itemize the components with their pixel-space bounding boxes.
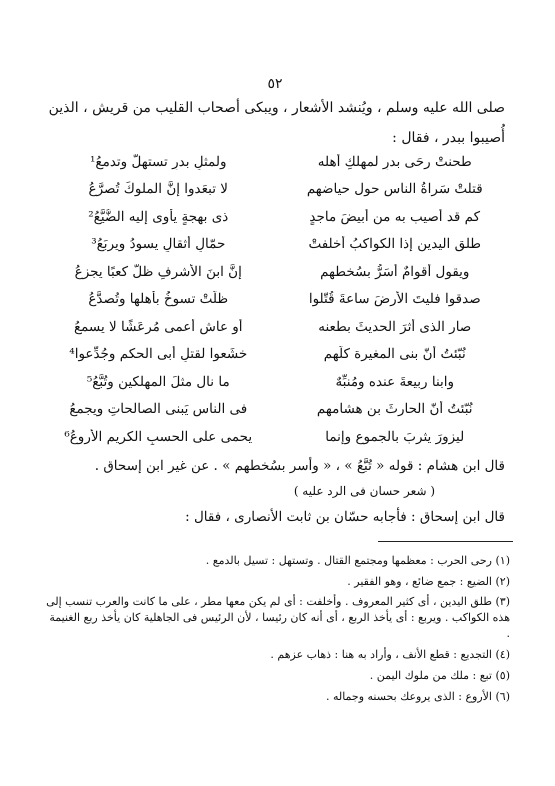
poem-verses bbox=[40, 148, 513, 451]
verse-first-hemistich: كم قد أُصيب به من أبيضَ ماجدٍ bbox=[309, 208, 481, 225]
verse-10 bbox=[40, 396, 513, 424]
verse-7 bbox=[40, 313, 513, 341]
verse-second-hemistich: ظلّتْ تسوخُ بأهلها وتُصدَّعُ bbox=[88, 291, 229, 308]
verse-first-hemistich: نُبّئتُ أنّ بنى المغيرة كلَّهم bbox=[323, 346, 466, 363]
verse-first-hemistich: قتلتْ سَراةُ الناس حول حياضهم bbox=[306, 181, 483, 198]
verse-2 bbox=[40, 176, 513, 204]
verse-4 bbox=[40, 231, 513, 259]
footnotes bbox=[45, 552, 510, 709]
verse-1 bbox=[40, 148, 513, 176]
ibn-ishaq-line: قال ابن إسحاق : فأجابه حسّان بن ثابت الأنصارى ، فقال : bbox=[185, 509, 505, 525]
intro-line-1: صلى الله عليه وسلم ، ويُنشد الأشعار ، ويبكى أصحاب القليب من قريش ، الذين bbox=[48, 100, 505, 116]
footnote-divider bbox=[378, 541, 513, 542]
verse-first-hemistich: وابنا ربيعةَ عنده ومُنبِّهٌ bbox=[335, 373, 455, 390]
verse-first-hemistich: صار الذى أثرَ الحديثَ بطعنه bbox=[318, 318, 472, 335]
verse-11 bbox=[40, 423, 513, 451]
footnote-4: (٤) التجديع : قطع الأنف ، وأراد به هنا : ذهاب عزهم . bbox=[270, 648, 510, 661]
verse-first-hemistich: صدقوا فليتَ الأرضَ ساعةَ قُتّلوا bbox=[308, 291, 481, 308]
footnote-3: (٣) طلق اليدين ، أى كثير المعروف . وأخلفت : أى لم يكن معها مطر ، على ما كانت والعرب تنسب إلى هذه الكواكب . ويربع : أى يأخذ الربع ، أى أنه كان رئيسا ، لأن الرئيس فى الجاهلية كان يأخذ ربع الغنيمة . bbox=[46, 595, 510, 640]
verse-first-hemistich: طحنتْ رحَى بدرٍ لمهلكِ أهله bbox=[317, 153, 472, 170]
page-number: ٥٢ bbox=[267, 76, 283, 92]
footnote-5: (٥) تبع : ملك من ملوك اليمن . bbox=[369, 669, 510, 682]
verse-6 bbox=[40, 286, 513, 314]
ibn-hisham-note: قال ابن هشام : قوله « تُبَّعُ » ، « وأسر بسُخطهم » . عن غير ابن إسحاق . bbox=[94, 458, 505, 474]
verse-second-hemistich: أو عاش أعمى مُرعَشًا لا يسمعُ bbox=[73, 318, 243, 335]
verse-first-hemistich: ويقول أقوامٌ أُسَرُّ بسُخطهم bbox=[320, 263, 470, 280]
verse-first-hemistich: نُبّئتُ أنّ الحارثَ بن هشامهم bbox=[316, 401, 473, 418]
footnote-2: (٢) الضيع : جمع ضائع ، وهو الفقير . bbox=[347, 575, 510, 588]
intro-line-2: أُصيبوا ببدر ، فقال : bbox=[392, 130, 505, 146]
verse-second-hemistich: خشَعوا لقتلِ أبى الحكمِ وجُدِّعوا⁴ bbox=[69, 346, 248, 363]
poem-heading: ( شعر حسان فى الرد عليه ) bbox=[293, 484, 435, 498]
footnote-6: (٦) الأروع : الذى يروعك بحسنه وجماله . bbox=[325, 690, 510, 703]
verse-second-hemistich: فى الناس يَبنى الصالحاتِ ويجمعُ bbox=[69, 401, 248, 418]
verse-second-hemistich: ما نال مثلَ المهلكين وتُبَّعُ⁵ bbox=[86, 373, 230, 390]
verse-first-hemistich: ليزورَ يثربَ بالجموعِ وإنما bbox=[325, 428, 465, 445]
verse-second-hemistich: ذى بهجةٍ يأوى إليه الضُّيَّعُ² bbox=[88, 208, 229, 225]
verse-first-hemistich: طلقِ اليدين إذا الكواكبُ أخلفتْ bbox=[308, 236, 482, 253]
verse-5 bbox=[40, 258, 513, 286]
verse-second-hemistich: حمّالِ أثقالٍ يسودُ ويربَعُ³ bbox=[91, 236, 226, 253]
verse-9 bbox=[40, 368, 513, 396]
footnote-1: (١) رحى الحرب : معظمها ومجتمع القتال . وتستهل : تسيل بالدمع . bbox=[205, 554, 510, 567]
verse-second-hemistich: ولمثلِ بدرٍ تستهلُّ وتدمعُ¹ bbox=[90, 153, 227, 170]
verse-second-hemistich: إنَّ ابنَ الأشرفِ ظلَّ كعبًا يجزعُ bbox=[74, 263, 242, 280]
verse-second-hemistich: لا تبعَدوا إنَّ الملوكَ تُصرَّعُ bbox=[88, 181, 228, 198]
verse-8 bbox=[40, 341, 513, 369]
verse-3 bbox=[40, 203, 513, 231]
verse-second-hemistich: يحمى على الحسبِ الكريمِ الأروعُ⁶ bbox=[64, 428, 253, 445]
